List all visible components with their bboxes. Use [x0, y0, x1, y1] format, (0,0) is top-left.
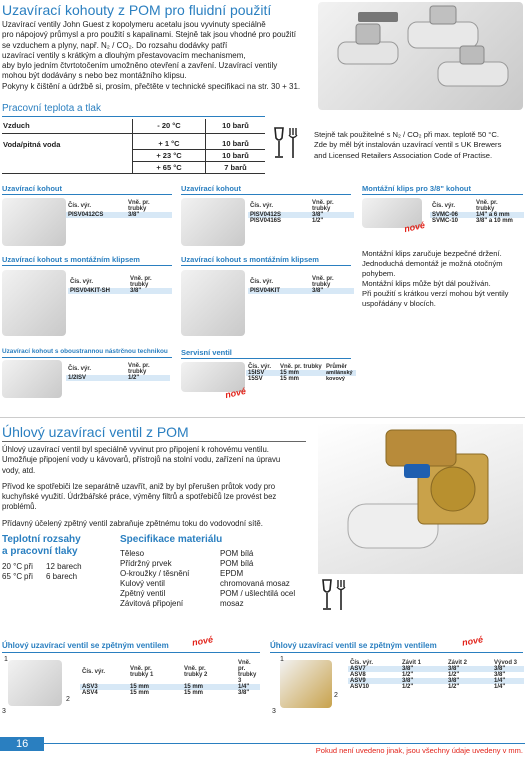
footer-rule — [44, 743, 525, 744]
clip-text-line: uspořádány v blocích. — [362, 299, 436, 308]
table-row — [80, 690, 260, 696]
cell: 1/4" — [238, 684, 250, 690]
title-rule — [2, 441, 306, 442]
desc-line: Přívod ke spotřebiči lze separátně uzavřít, aniž by byl přerušen průtok vody pro — [2, 481, 276, 491]
col-header-line: trubky — [312, 282, 331, 288]
col-header-line: trubky 2 — [184, 672, 208, 678]
intro-line: uzavírací ventily s krátkým a dlouhým přestavovacím mechanismem, — [2, 50, 246, 60]
material: POM bílá — [220, 548, 254, 558]
product-title: Montážní klips pro 3/8" kohout — [362, 184, 471, 193]
product-table — [66, 200, 172, 218]
port-marker: 2 — [66, 696, 70, 703]
clip-text-line: Montážní klips může být dál používán. — [362, 279, 491, 288]
valves-photo — [318, 2, 523, 110]
col-header-line: Vně. pr. — [130, 276, 152, 282]
cell: 3/8" — [402, 678, 414, 684]
heading-line: a pracovní tlaky — [2, 546, 78, 557]
intro-line: mohou být dodávány s nebo bez montážního klipsu. — [2, 71, 187, 81]
section-rule — [2, 194, 172, 195]
table-row — [2, 150, 265, 162]
table-cell: 7 barů — [206, 162, 266, 174]
section-rule — [270, 652, 523, 653]
col-header — [80, 660, 128, 684]
col-header — [236, 660, 260, 684]
temp-pressure-heading: Pracovní teplota a tlak — [2, 103, 101, 114]
col-header — [182, 660, 236, 684]
new-badge: nové — [224, 385, 247, 401]
product-table — [68, 276, 172, 294]
tube-od: 3/8" — [312, 212, 324, 218]
part-number: ASV8 — [350, 672, 366, 678]
col-header — [126, 363, 170, 375]
table-row — [2, 162, 265, 174]
col-header — [474, 200, 524, 212]
port-marker: 1 — [4, 656, 8, 663]
part: Přídržný prvek — [120, 558, 172, 568]
cell: 3/8" — [238, 690, 250, 696]
table-row — [120, 548, 295, 558]
desc-line: vody, atd. — [2, 465, 36, 475]
part-number: 15SV — [248, 376, 263, 382]
cell: 3/8" — [494, 672, 506, 678]
part-number: 15ISV — [248, 370, 265, 376]
col-header — [128, 276, 172, 288]
product-photo — [8, 660, 62, 706]
tube-od: 3/8" a 10 mm — [476, 218, 513, 224]
part: Zpětný ventil — [120, 588, 166, 598]
col-header: Závit 1 — [402, 660, 422, 666]
new-badge: nové — [403, 219, 426, 235]
col-header — [126, 200, 172, 212]
page-number: 16 — [16, 738, 29, 750]
part-number: PISV0412CS — [68, 212, 104, 218]
product-photo — [181, 198, 245, 246]
section-rule — [2, 265, 172, 266]
col-header-line: Vně. pr. — [128, 200, 150, 206]
page-title: Uzavírací kohouty z POM pro fluidní použití — [2, 2, 272, 18]
product-table — [80, 660, 260, 696]
new-badge: nové — [461, 634, 484, 648]
material: POM bílá — [220, 558, 254, 568]
part-number: ASV7 — [350, 666, 366, 672]
part-number: ASV10 — [350, 684, 370, 690]
temp: 20 °C — [2, 561, 23, 571]
intro-text — [2, 20, 322, 92]
tube-od: 15 mm — [280, 370, 300, 376]
table-cell: Vzduch — [2, 119, 133, 133]
material: mosaz — [220, 598, 244, 608]
angle-valve-title: Úhlový uzavírací ventil z POM — [2, 424, 189, 440]
table-row — [430, 218, 524, 224]
clip-text-line: pohybem. — [362, 269, 396, 278]
desc-line: Přídavný účelený zpětný ventil zabraňuje zpětnému toku do vodovodní sítě. — [2, 518, 263, 528]
cell: 1/2" — [448, 684, 460, 690]
col-header: Čís. výr. — [250, 203, 274, 209]
cell: 1/2" — [448, 672, 460, 678]
col-header: Vně. pr. trubky — [280, 364, 322, 370]
part-number: ASV4 — [82, 690, 98, 696]
table-row — [120, 568, 295, 578]
part-number: ASV9 — [350, 678, 366, 684]
col-header-line: trubky — [128, 206, 147, 212]
material: amilánský — [326, 370, 353, 376]
cell: 15 mm — [130, 690, 150, 696]
product-photo — [181, 270, 245, 336]
clip-text-line: Jednoduchá demontáž je možná otočným — [362, 259, 503, 268]
cell: 1/2" — [402, 672, 414, 678]
glass-fork-icon — [320, 578, 348, 614]
table-row — [246, 376, 356, 382]
part-number: PISV0416S — [250, 218, 282, 224]
part: Kulový ventil — [120, 578, 165, 588]
col-header-line: Vně. pr. — [312, 200, 334, 206]
col-header — [310, 200, 354, 212]
cell: 1/4" — [494, 684, 506, 690]
intro-line: pro nápojový průmysl a pro použití s kapalinami. Stejně tak jsou vhodné pro použití — [2, 30, 296, 40]
cell: 1/4" — [494, 678, 506, 684]
col-header: Čís. výr. — [432, 203, 456, 209]
material: chromovaná mosaz — [220, 578, 290, 588]
table-row — [248, 288, 354, 294]
product-photo — [2, 360, 62, 398]
product-table — [66, 363, 170, 381]
desc-line: problémů. — [2, 502, 37, 512]
footer-note: Pokud není uvedeno jinak, jsou všechny údaje uvedeny v mm. — [315, 746, 523, 755]
product-title: Uzavírací kohout s oboustrannou nástrčnou technikou — [2, 348, 168, 355]
part-number: PISV04KIT — [250, 288, 281, 294]
cell: 15 mm — [130, 684, 150, 690]
col-header: Vývod 3 — [494, 660, 518, 666]
product-photo — [2, 270, 66, 336]
product-photo — [2, 198, 66, 246]
desc-line: kuchyňské využití. Údržbářské práce, výměny filtrů a spotřebičů lze provést bez — [2, 492, 277, 502]
part: Závitová připojení — [120, 598, 184, 608]
col-header: Čís. výr. — [68, 366, 92, 372]
part-number: SVMC-10 — [432, 218, 459, 224]
tube-od: 3/8" — [130, 288, 142, 294]
desc-line: Úhlový uzavírací ventil byl speciálně vyvinut pro připojení k rohovému ventilu. — [2, 445, 269, 454]
col-header-line: Vně. pr. — [130, 666, 152, 672]
table-row — [66, 212, 172, 218]
angle-valve-illustration — [318, 424, 523, 574]
col-header — [310, 276, 354, 288]
table-cell — [2, 162, 133, 174]
temp-pressure-table — [2, 119, 265, 174]
table-row — [120, 558, 295, 568]
col-header-line: trubky — [130, 282, 149, 288]
product-table — [348, 660, 524, 690]
table-row — [2, 571, 82, 581]
section-rule — [2, 652, 260, 653]
pressure: 6 barech — [46, 571, 78, 581]
cell: 15 mm — [184, 684, 204, 690]
section-rule — [362, 194, 523, 195]
col-header-line: Vně. pr. — [312, 276, 334, 282]
port-marker: 3 — [2, 708, 6, 715]
table-row — [66, 375, 170, 381]
table-cell: 10 barů — [206, 119, 266, 133]
note-line: Zde by měl být instalován uzavírací ventil s UK Brewers — [314, 140, 502, 150]
glass-fork-icon — [272, 126, 300, 162]
cell: 3/8" — [448, 666, 460, 672]
col-header: Průměr — [326, 364, 348, 370]
table-cell: + 1 °C — [133, 133, 206, 150]
tube-od: 1/2" — [312, 218, 324, 224]
col-header-line: Vně. pr. — [476, 200, 498, 206]
co2-note — [314, 130, 524, 161]
col-header: Čís. výr. — [70, 279, 94, 285]
part-number: PISV0412S — [250, 212, 282, 218]
section-rule — [181, 194, 351, 195]
at: při — [24, 571, 33, 581]
new-badge: nové — [191, 634, 214, 648]
material: POM / ušlechtilá ocel — [220, 588, 296, 598]
part-number: ASV3 — [82, 684, 98, 690]
product-table — [248, 200, 354, 224]
cell: 15 mm — [184, 690, 204, 696]
col-header-line: trubky 3 — [238, 672, 257, 684]
clip-text-line: Montážní klips zaručuje bezpečné držení. — [362, 249, 502, 258]
col-header-line: Čís. výr. — [82, 669, 106, 675]
col-header-line: Vně. pr. — [184, 666, 206, 672]
table-row — [120, 578, 295, 588]
cell: 3/8" — [494, 666, 506, 672]
part-number: PISV04KIT-SH — [70, 288, 111, 294]
port-marker: 1 — [280, 656, 284, 663]
section-rule — [181, 265, 351, 266]
table-row — [2, 133, 265, 150]
product-title: Úhlový uzavírací ventil se zpětným ventilem — [2, 641, 169, 650]
tube-od: 1/4" a 6 mm — [476, 212, 510, 218]
intro-line: Pokyny k čištění a údržbě si, prosím, přečtěte v technické specifikaci na str. 30 + 31. — [2, 81, 301, 91]
intro-line: aby bylo jedním čtvrtotočením umožněno otevření a zavření. Uzavírací ventily — [2, 61, 278, 71]
product-table — [246, 364, 356, 382]
section-rule — [181, 358, 351, 359]
angle-valve-photo — [318, 424, 523, 574]
intro-line: Uzavírací ventily John Guest z kopolymeru acetalu jsou vyvinuty speciálně — [2, 20, 266, 29]
desc-line: Umožňuje připojení vody u kávovarů, přístrojů na stolní vodu, zařízení na úpravu — [2, 455, 281, 465]
temp: 65 °C — [2, 571, 23, 581]
col-header-line: trubky — [476, 206, 495, 212]
col-header-line: trubky — [128, 369, 147, 375]
product-title: Úhlový uzavírací ventil se zpětným ventilem — [270, 641, 437, 650]
section-divider — [0, 417, 525, 418]
product-title: Uzavírací kohout s montážním klipsem — [2, 255, 140, 264]
clip-text-line: Při použití s krátkou verzí mohou být ventily — [362, 289, 509, 298]
table-row — [120, 588, 295, 598]
col-header — [128, 660, 182, 684]
table-cell: + 65 °C — [133, 162, 206, 174]
angle-description — [2, 445, 306, 529]
cell: 1/2" — [402, 684, 414, 690]
product-title: Uzavírací kohout — [181, 184, 242, 193]
page-number-box — [0, 737, 44, 751]
table-cell: 10 barů — [206, 150, 266, 162]
intro-line: se vzduchem a plyny, např. N₂ / CO₂. Do rozsahu dodávky patří — [2, 40, 228, 50]
col-header-line: Vně. pr. — [128, 363, 150, 369]
temp-range-heading — [2, 534, 81, 558]
table-cell: + 23 °C — [133, 150, 206, 162]
table-cell: Voda/pitná voda — [2, 133, 133, 150]
tube-od: 3/8" — [312, 288, 324, 294]
part: O-kroužky / těsnění — [120, 568, 190, 578]
material: kovový — [326, 376, 345, 382]
product-table — [430, 200, 524, 224]
col-header: Závit 2 — [448, 660, 468, 666]
at: při — [24, 561, 33, 571]
product-title: Uzavírací kohout s montážním klipsem — [181, 255, 319, 264]
table-cell: 10 barů — [206, 133, 266, 150]
product-title: Servisní ventil — [181, 348, 232, 357]
material-spec-heading: Specifikace materiálu — [120, 534, 223, 545]
col-header-line: trubky — [312, 206, 331, 212]
table-row — [348, 684, 524, 690]
part-number: 1/2ISV — [68, 375, 87, 381]
clip-description — [362, 249, 524, 309]
pressure: 12 barech — [46, 561, 82, 571]
col-header-line: Vně. pr. — [238, 660, 251, 672]
table-row — [2, 119, 265, 133]
table-row — [68, 288, 172, 294]
note-line: and Licensed Retailers Association Code of Practise. — [314, 150, 493, 160]
table-row — [248, 218, 354, 224]
port-marker: 3 — [272, 708, 276, 715]
col-header: Čís. výr. — [248, 364, 272, 370]
col-header: Čís. výr. — [68, 203, 92, 209]
temp-range-table — [2, 561, 82, 581]
heading-rule — [2, 116, 265, 117]
valves-illustration — [318, 2, 523, 110]
tube-od: 15 mm — [280, 376, 300, 382]
part-number: SVMC-06 — [432, 212, 459, 218]
product-photo — [280, 660, 332, 708]
table-row — [2, 561, 82, 571]
table-row — [120, 598, 295, 608]
col-header-line: trubky 1 — [130, 672, 154, 678]
table-cell — [2, 150, 133, 162]
tube-od: 1/2" — [128, 375, 140, 381]
section-rule — [2, 357, 172, 358]
tube-od: 3/8" — [128, 212, 140, 218]
heading-line: Teplotní rozsahy — [2, 534, 81, 545]
table-cell: - 20 °C — [133, 119, 206, 133]
product-table — [248, 276, 354, 294]
material-spec-table — [120, 548, 295, 608]
col-header: Čís. výr. — [250, 279, 274, 285]
cell: 3/8" — [448, 678, 460, 684]
cell: 3/8" — [402, 666, 414, 672]
material: EPDM — [220, 568, 244, 578]
product-title: Uzavírací kohout — [2, 184, 63, 193]
port-marker: 2 — [334, 692, 338, 699]
col-header: Čís. výr. — [350, 660, 374, 666]
part: Těleso — [120, 548, 145, 558]
note-line: Stejně tak použitelné s N₂ / CO₂ při max. teplotě 50 °C. — [314, 130, 499, 139]
